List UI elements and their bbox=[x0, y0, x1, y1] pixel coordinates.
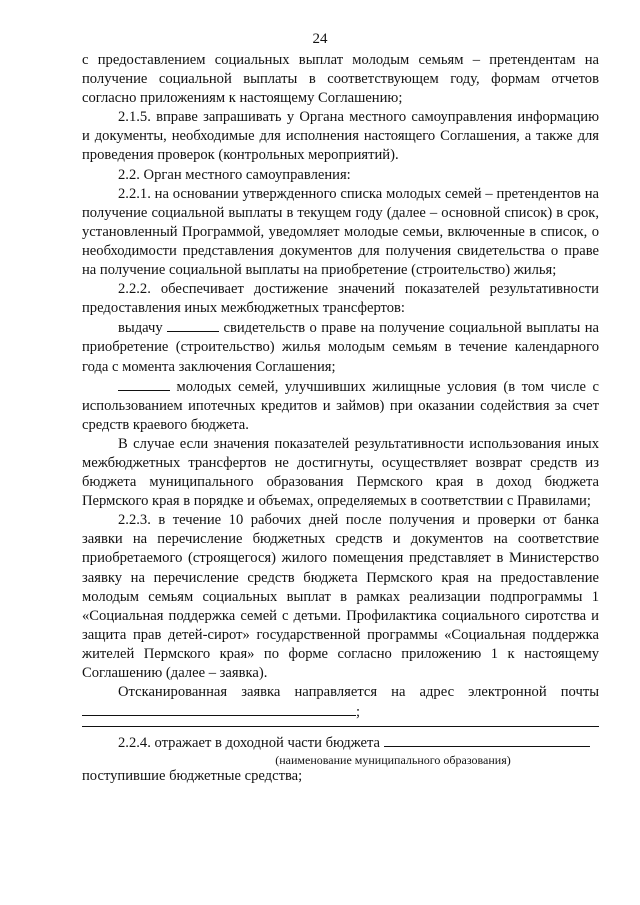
families-text: молодых семей, улучшивших жилищные условия (в том числе с использованием ипотечных кредитов и займов) при оказании содействия за счет средств краевого бюджета. bbox=[82, 378, 599, 433]
paragraph-2-2-1: 2.2.1. на основании утвержденного списка молодых семей – претендентов на получение социальной выплаты в текущем году (далее – основной список) в срок, установленный Программой, уведомляет молодые семьи, включенные в список, о необходимости представления документов для получения свидетельства о праве на получение социальной выплаты на приобретение (строительство) жилья; bbox=[82, 185, 599, 279]
email-address-line bbox=[82, 702, 599, 722]
paragraph-budget-funds: поступившие бюджетные средства; bbox=[82, 768, 303, 785]
email-address-blank[interactable] bbox=[82, 702, 356, 716]
certificates-label: выдачу bbox=[118, 320, 163, 337]
paragraph-return-of-funds: В случае если значения показателей результативности использования иных межбюджетных трансфертов не достигнуты, осуществляет возврат средств из бюджета муниципального образования Пермского края в доход бюджета Пермского края в порядке и объемах, определяемых в соответствии с Правилами; bbox=[82, 435, 599, 510]
page-number: 24 bbox=[312, 31, 328, 47]
certificates-text: свидетельств о праве на получение социальной выплаты на приобретение (строительство) жилья молодым семьям в течение календарного года с момента заключения Соглашения; bbox=[82, 320, 599, 375]
paragraph-certificates-issued bbox=[82, 318, 599, 376]
paragraph-families-improved bbox=[82, 377, 599, 435]
paragraph-social-payments-reports: с предоставлением социальных выплат молодым семьям – претендентам на получение социальной выплаты в соответствующем году, формам отчетов согласно приложениям к настоящему Соглашению; bbox=[82, 52, 599, 107]
income-budget-text: 2.2.4. отражает в доходной части бюджета bbox=[118, 735, 381, 752]
paragraph-scanned-application: Отсканированная заявка направляется на адрес электронной почты bbox=[118, 684, 599, 701]
paragraph-2-1-5: 2.1.5. вправе запрашивать у Органа местного самоуправления информацию и документы, необходимые для исполнения настоящего Соглашения, а также для проведения проверок (контрольных мероприятий). bbox=[82, 109, 599, 164]
paragraph-2-2-4 bbox=[82, 733, 599, 753]
paragraph-2-2-3: 2.2.3. в течение 10 рабочих дней после получения и проверки от банка заявки на перечисление бюджетных средств и документов на соответствие приобретаемого (строящегося) жилого помещения представляет в Министерство заявку на перечисление средств бюджета Пермского края на предоставление молодым семьям социальных выплат в рамках реализации подпрограммы 1 «Социальная поддержка семей с детьми. Профилактика социального сиротства и защита прав детей-сирот» государственной программы «Социальная поддержка жителей Пермского края» по форме согласно приложению 1 к настоящему Соглашению (далее – заявка). bbox=[82, 512, 599, 681]
document-body bbox=[82, 51, 599, 786]
paragraph-2-2: 2.2. Орган местного самоуправления: bbox=[118, 166, 351, 183]
certificates-count-blank[interactable] bbox=[167, 318, 219, 332]
section-divider bbox=[82, 726, 599, 727]
municipality-caption: (наименование муниципального образования) bbox=[275, 753, 511, 768]
email-line-end: ; bbox=[356, 704, 361, 721]
municipality-name-blank[interactable] bbox=[384, 733, 590, 747]
families-count-blank[interactable] bbox=[118, 377, 170, 391]
paragraph-2-2-2: 2.2.2. обеспечивает достижение значений показателей результативности предоставления иных межбюджетных трансфертов: bbox=[82, 281, 599, 317]
